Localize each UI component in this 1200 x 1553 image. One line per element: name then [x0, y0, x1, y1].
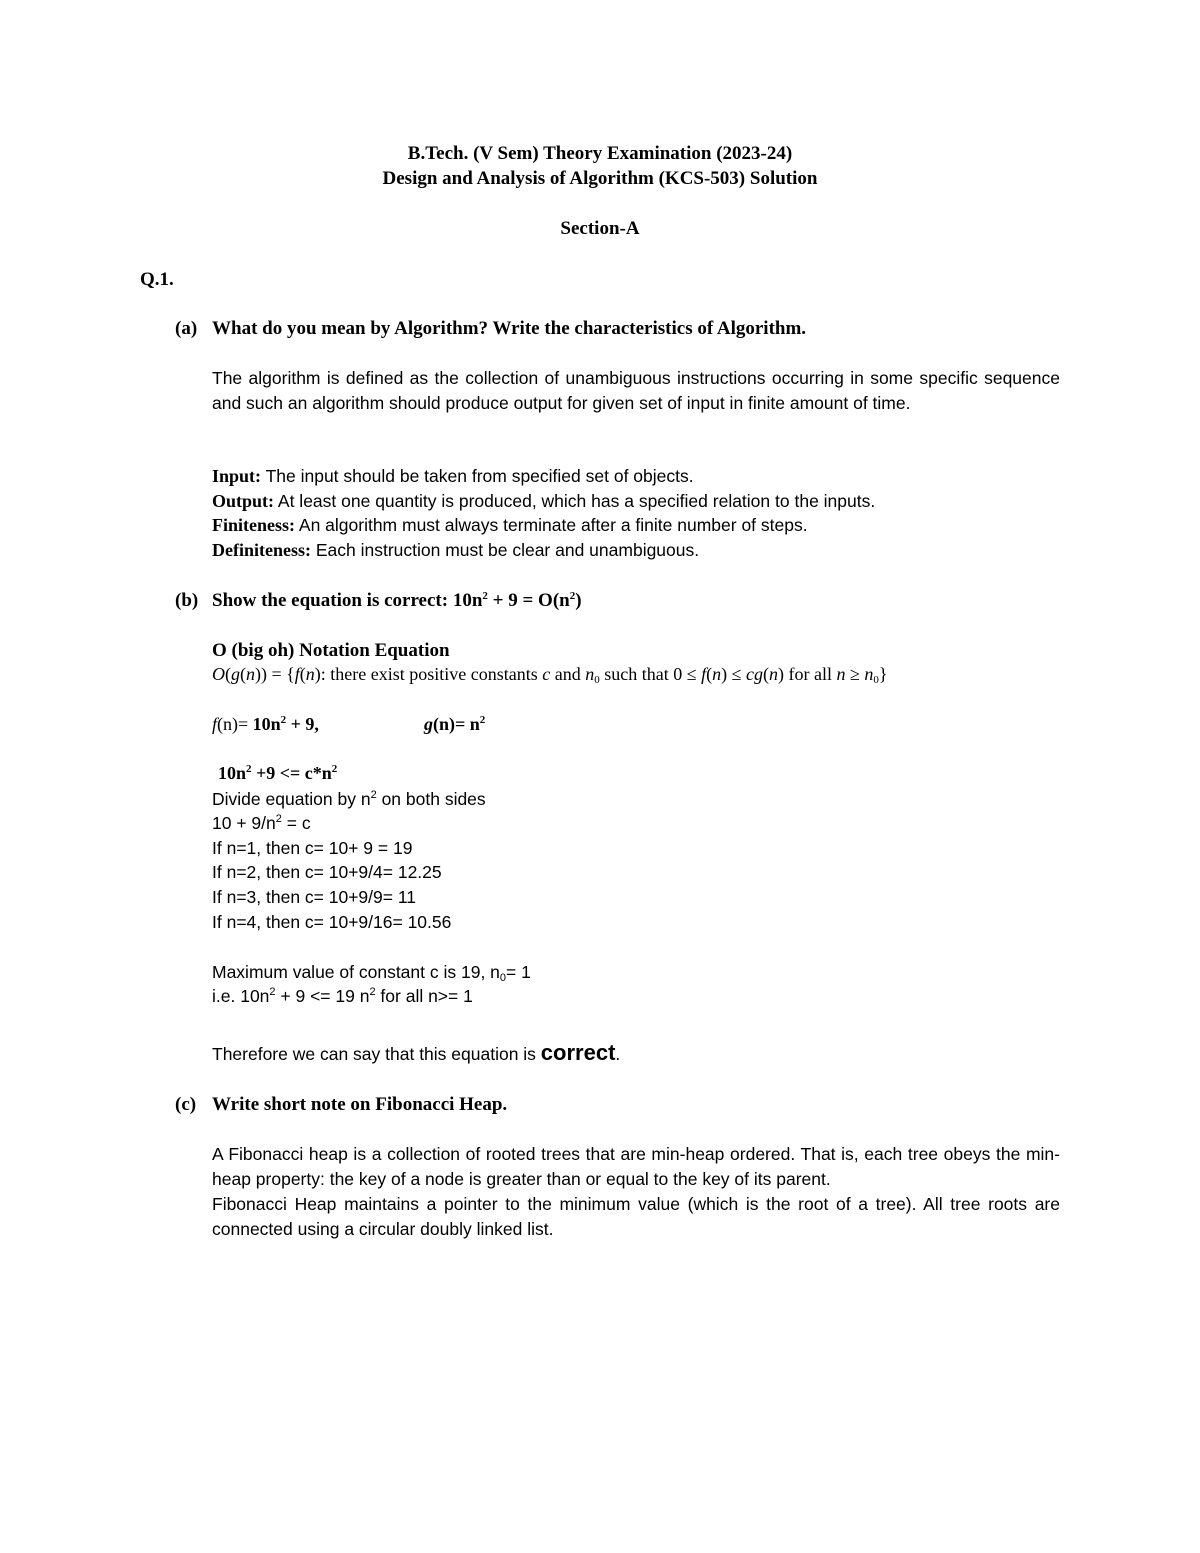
- exponent: 2: [370, 789, 377, 801]
- case-n1: If n=1, then c= 10+ 9 = 19: [212, 838, 413, 858]
- f-symbol: f: [212, 714, 218, 734]
- def-part: n: [246, 664, 255, 684]
- part-a-heading: What do you mean by Algorithm? Write the characteristics of Algorithm.: [212, 318, 807, 339]
- characteristic-definiteness: [212, 540, 699, 561]
- exponent: 2: [275, 813, 282, 825]
- ineq-text: +9 <= c*n: [251, 763, 332, 783]
- characteristic-term: Definiteness:: [212, 540, 311, 560]
- characteristic-text: An algorithm must always terminate after a finite number of steps.: [295, 515, 808, 535]
- f-text: (n)=: [217, 714, 253, 734]
- def-subscript: 0: [594, 674, 600, 686]
- g-text: (n)= n: [433, 714, 480, 734]
- characteristic-term: Output:: [212, 491, 275, 511]
- part-b-heading: [212, 590, 582, 612]
- max-constant: [212, 962, 531, 983]
- f-of-n: [212, 714, 319, 735]
- case-n4: If n=4, then c= 10+9/16= 10.56: [212, 912, 452, 932]
- course-title: Design and Analysis of Algorithm (KCS-503) Solution: [382, 168, 818, 189]
- def-part: ) ≤: [721, 664, 747, 684]
- part-c-label: (c): [175, 1094, 197, 1115]
- exponent: 2: [479, 714, 486, 726]
- def-part: )) = {: [255, 664, 295, 684]
- def-part: (: [763, 664, 770, 684]
- def-part: n: [864, 664, 874, 684]
- conclusion-text: Therefore we can say that this equation is: [212, 1044, 541, 1064]
- fibonacci-para-1: A Fibonacci heap is a collection of rooted trees that are min-heap ordered. That is, each tree obeys the min-heap property: the key of a node is greater than or equal to the key of its parent.: [212, 1144, 1060, 1189]
- big-oh-definition: [212, 664, 888, 685]
- exponent: 2: [280, 714, 287, 726]
- notation-title: O (big oh) Notation Equation: [212, 640, 450, 661]
- def-part: (: [225, 664, 231, 684]
- characteristic-finiteness: [212, 515, 808, 536]
- conclusion-text: .: [615, 1044, 621, 1064]
- algorithm-definition: The algorithm is defined as the collection of unambiguous instructions occurring in some specific sequence and such an algorithm should produce output for given set of input in finite amount of time.: [212, 368, 1060, 413]
- characteristic-text: The input should be taken from specified set of objects.: [261, 466, 694, 486]
- heading-text: ): [575, 590, 582, 611]
- f-expr: 10n: [252, 714, 281, 734]
- def-part: n: [585, 664, 595, 684]
- part-b-label: (b): [175, 590, 199, 611]
- heading-text: + 9 = O(n: [487, 590, 570, 611]
- characteristic-output: [212, 491, 875, 512]
- exam-title: B.Tech. (V Sem) Theory Examination (2023-24): [407, 143, 793, 164]
- def-part: }: [878, 664, 888, 684]
- divide-step: [212, 789, 486, 810]
- ineq-text: 10n: [218, 763, 247, 783]
- case-n2: If n=2, then c= 10+9/4= 12.25: [212, 862, 442, 882]
- f-expr: + 9,: [286, 714, 319, 734]
- fibonacci-para-2: Fibonacci Heap maintains a pointer to the minimum value (which is the root of a tree). All tree roots are connected using a circular doubly linked list.: [212, 1194, 1060, 1239]
- exponent: 2: [331, 763, 338, 775]
- characteristic-text: At least one quantity is produced, which has a specified relation to the inputs.: [274, 491, 876, 511]
- exponent: 2: [369, 986, 376, 998]
- characteristic-term: Finiteness:: [212, 515, 295, 535]
- def-part: (: [240, 664, 246, 684]
- conclusion-emphasis: correct: [540, 1040, 616, 1065]
- max-text: = 1: [506, 962, 531, 982]
- def-part: (: [299, 664, 306, 684]
- g-of-n: [424, 714, 485, 735]
- inequality: [218, 763, 337, 784]
- step-text: Divide equation by n: [212, 789, 371, 809]
- exponent: 2: [482, 590, 488, 602]
- conclusion: [212, 1040, 620, 1066]
- part-c-heading: Write short note on Fibonacci Heap.: [212, 1094, 508, 1115]
- step-text: on both sides: [376, 789, 486, 809]
- step-text: = c: [281, 813, 311, 833]
- def-part: n: [836, 664, 846, 684]
- def-part: ≥: [845, 664, 865, 684]
- exponent: 2: [269, 986, 276, 998]
- def-part: such that 0 ≤: [599, 664, 702, 684]
- subscript: 0: [499, 972, 507, 984]
- def-part: n: [712, 664, 722, 684]
- ie-text: + 9 <= 19 n: [275, 986, 370, 1006]
- equation-step: [212, 813, 311, 834]
- section-title: Section-A: [560, 218, 640, 239]
- def-part: O: [212, 664, 225, 684]
- part-a-label: (a): [175, 318, 198, 339]
- def-part: and: [550, 664, 586, 684]
- def-subscript: 0: [873, 674, 879, 686]
- characteristic-input: [212, 466, 694, 487]
- def-part: f: [701, 664, 707, 684]
- def-part: ): there exist positive constants: [314, 664, 543, 684]
- def-part: n: [305, 664, 315, 684]
- exponent: 2: [569, 590, 576, 602]
- def-part: g: [231, 664, 240, 684]
- ie-statement: [212, 986, 473, 1007]
- characteristic-term: Input:: [212, 466, 262, 486]
- def-part: n: [769, 664, 779, 684]
- def-part: cg: [746, 664, 764, 684]
- def-part: ) for all: [778, 664, 837, 684]
- def-part: (: [706, 664, 713, 684]
- question-number: Q.1.: [140, 269, 174, 290]
- case-n3: If n=3, then c= 10+9/9= 11: [212, 887, 417, 907]
- def-part: f: [294, 664, 300, 684]
- heading-text: Show the equation is correct: 10n: [212, 590, 483, 611]
- ie-text: i.e. 10n: [212, 986, 270, 1006]
- step-text: 10 + 9/n: [212, 813, 276, 833]
- max-text: Maximum value of constant c is 19, n: [212, 962, 500, 982]
- ie-text: for all n>= 1: [375, 986, 473, 1006]
- g-symbol: g: [424, 714, 433, 734]
- characteristic-text: Each instruction must be clear and unambiguous.: [310, 540, 700, 560]
- exponent: 2: [246, 763, 252, 775]
- def-part: c: [542, 664, 551, 684]
